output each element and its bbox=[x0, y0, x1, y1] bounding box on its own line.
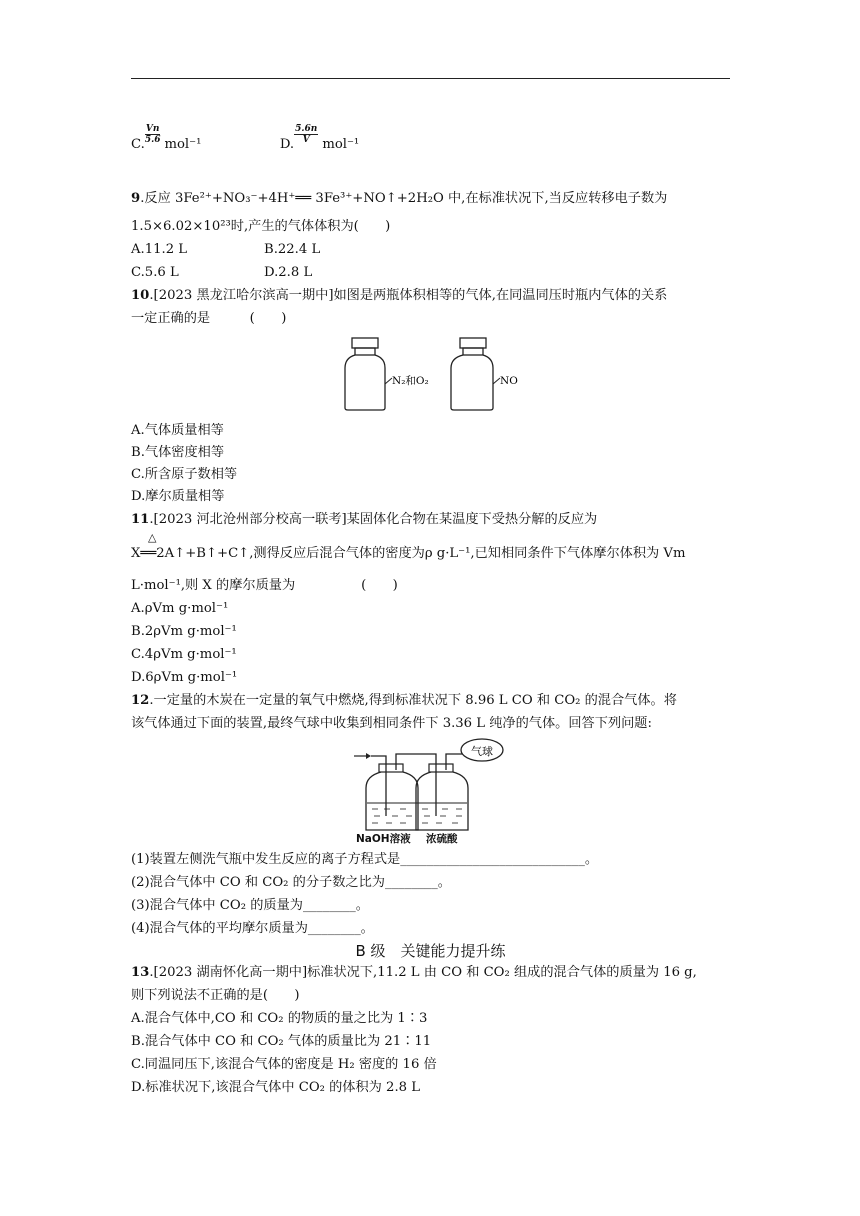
q11-option-a: A.ρVm g·mol⁻¹ bbox=[131, 601, 229, 616]
q8-option-d-label: D. bbox=[279, 137, 295, 152]
q12-stem-line1 bbox=[131, 691, 677, 711]
q8-option-d-fraction bbox=[294, 124, 318, 145]
q9-options-row2 bbox=[131, 263, 312, 283]
q13-option-d: D.标准状况下,该混合气体中 CO₂ 的体积为 2.8 L bbox=[131, 1080, 420, 1095]
q11-stem-line3: L·mol⁻¹,则 X 的摩尔质量为 ( ) bbox=[131, 578, 398, 593]
q8-option-d-numerator: 5.6n bbox=[295, 124, 318, 134]
q9-stem-line2: 1.5×6.02×10²³时,产生的气体体积为( ) bbox=[131, 219, 391, 234]
q13-number: 13 bbox=[131, 965, 150, 980]
q13-stem-line2: 则下列说法不正确的是( ) bbox=[131, 988, 300, 1003]
q8-options bbox=[131, 124, 360, 155]
q9-text-line1: .反应 3Fe²⁺+NO₃⁻+4H⁺══ 3Fe³⁺+NO↑+2H₂O 中,在标准状况下,当反应转移电子数为 bbox=[140, 191, 668, 206]
q12-subquestion-3: (3)混合气体中 CO₂ 的质量为________。 bbox=[131, 898, 369, 913]
q9-option-b: B.22.4 L bbox=[264, 242, 321, 257]
q11-stem-line1 bbox=[131, 510, 597, 530]
q8-option-d-denominator: V bbox=[302, 135, 310, 145]
q10-number: 10 bbox=[131, 288, 150, 303]
q10-bottle-left bbox=[345, 338, 392, 410]
q10-bottle-right bbox=[451, 338, 500, 410]
header-rule bbox=[131, 78, 730, 79]
q12-subquestion-4: (4)混合气体的平均摩尔质量为________。 bbox=[131, 921, 374, 936]
q8-option-c-numerator: Vn bbox=[145, 124, 160, 134]
section-heading: B 级 关键能力提升练 bbox=[355, 942, 506, 960]
q9-stem-line1 bbox=[131, 189, 667, 209]
q12-stem-line2: 该气体通过下面的装置,最终气球中收集到相同条件下 3.36 L 纯净的气体。回答下列问题: bbox=[131, 716, 652, 731]
q13-option-c: C.同温同压下,该混合气体的密度是 H₂ 密度的 16 倍 bbox=[131, 1057, 437, 1072]
q10-option-d: D.摩尔质量相等 bbox=[131, 489, 225, 504]
q10-option-a: A.气体质量相等 bbox=[131, 423, 224, 438]
q13-stem-line1 bbox=[131, 963, 697, 983]
q13-option-a: A.混合气体中,CO 和 CO₂ 的物质的量之比为 1∶3 bbox=[131, 1011, 428, 1026]
q11-option-d: D.6ρVm g·mol⁻¹ bbox=[131, 670, 238, 685]
q12-wash-bottle-left bbox=[366, 764, 418, 830]
q8-option-c-fraction bbox=[145, 124, 161, 145]
q11-number: 11 bbox=[131, 512, 150, 527]
q10-stem-line2: 一定正确的是 ( ) bbox=[131, 311, 287, 326]
q8-option-c-unit: mol⁻¹ bbox=[164, 137, 202, 152]
q9-option-c: C.5.6 L bbox=[131, 265, 179, 280]
q9-option-d: D.2.8 L bbox=[264, 265, 313, 280]
q10-bottles-figure bbox=[340, 332, 540, 414]
q12-subquestion-1: (1)装置左侧洗气瓶中发生反应的离子方程式是____________________________。 bbox=[131, 852, 599, 867]
q13-text-line1: .[2023 湖南怀化高一期中]标准状况下,11.2 L 由 CO 和 CO₂ 组成的混合气体的质量为 16 g, bbox=[149, 965, 697, 980]
q12-wash-bottle-right bbox=[416, 764, 468, 830]
q12-subquestion-2: (2)混合气体中 CO 和 CO₂ 的分子数之比为________。 bbox=[131, 875, 451, 890]
q10-option-c: C.所含原子数相等 bbox=[131, 467, 238, 482]
q11-option-c: C.4ρVm g·mol⁻¹ bbox=[131, 647, 237, 662]
q8-option-c-label: C. bbox=[131, 137, 145, 152]
q10-bottle-left-label: N₂和O₂ bbox=[392, 375, 429, 387]
q12-bottle-right-label: 浓硫酸 bbox=[426, 833, 458, 845]
q11-option-b: B.2ρVm g·mol⁻¹ bbox=[131, 624, 237, 639]
q13-option-b: B.混合气体中 CO 和 CO₂ 气体的质量比为 21∶11 bbox=[131, 1034, 432, 1049]
q10-stem-line1 bbox=[131, 286, 667, 306]
q10-option-b: B.气体密度相等 bbox=[131, 445, 225, 460]
q8-option-c-denominator: 5.6 bbox=[144, 135, 161, 145]
q9-number: 9 bbox=[131, 191, 141, 206]
q12-balloon-label: 气球 bbox=[471, 745, 493, 758]
q10-text-line1: .[2023 黑龙江哈尔滨高一期中]如图是两瓶体积相等的气体,在同温同压时瓶内气体的关系 bbox=[149, 288, 668, 303]
q9-options-row1 bbox=[131, 240, 320, 260]
q11-text-line1: .[2023 河北沧州部分校高一联考]某固体化合物在某温度下受热分解的反应为 bbox=[149, 512, 598, 527]
q12-bottle-left-label: NaOH溶液 bbox=[356, 833, 411, 845]
q11-heat-symbol: △ bbox=[148, 531, 157, 544]
q9-option-a: A.11.2 L bbox=[131, 242, 188, 257]
q11-stem-line2: X══2A↑+B↑+C↑,测得反应后混合气体的密度为ρ g·L⁻¹,已知相同条件下气体摩尔体积为 Vm bbox=[131, 546, 686, 561]
q10-bottle-right-label: NO bbox=[500, 375, 518, 387]
inlet-arrow-icon bbox=[366, 753, 371, 759]
q8-option-d-unit: mol⁻¹ bbox=[322, 137, 360, 152]
q12-text-line1: .一定量的木炭在一定量的氧气中燃烧,得到标准状况下 8.96 L CO 和 CO₂ 的混合气体。将 bbox=[149, 693, 677, 708]
q12-number: 12 bbox=[131, 693, 150, 708]
